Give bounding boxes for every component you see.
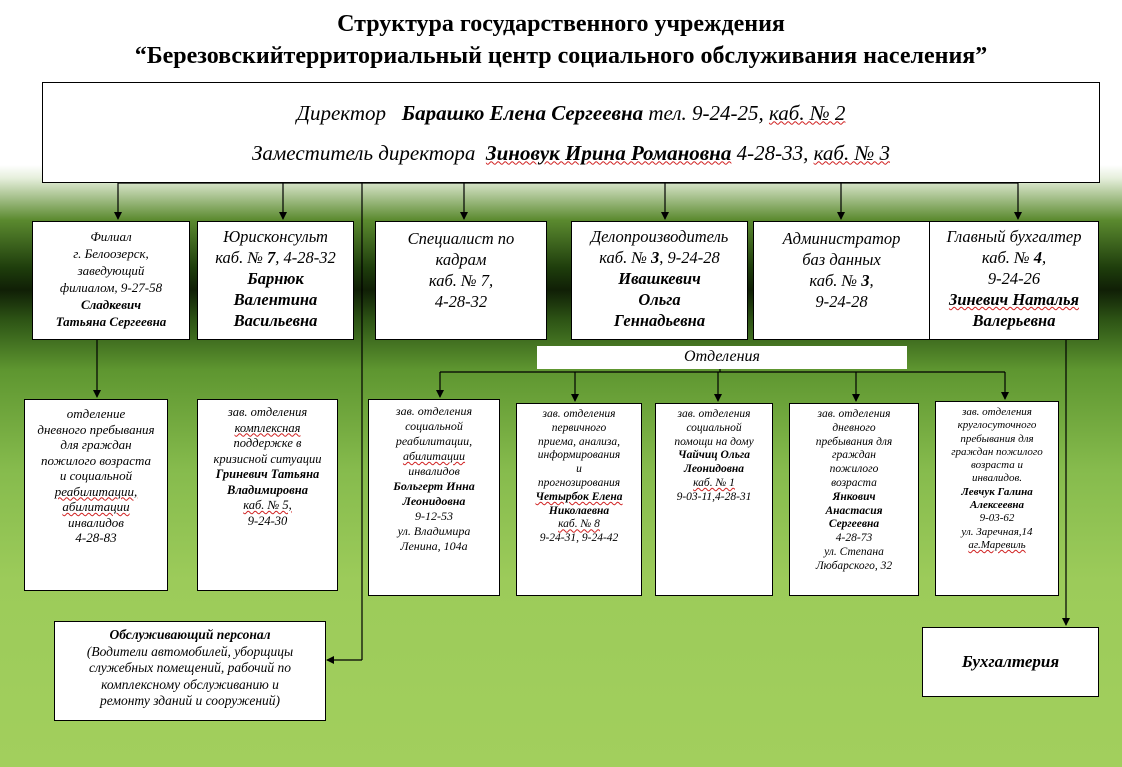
deputy-role: Заместитель директора: [252, 140, 476, 165]
accounting-box: [922, 627, 1099, 697]
director-phone: тел. 9-24-25,: [648, 100, 764, 125]
chart-subtitle: “Березовскийтерриториальный центр социального обслуживания населения”: [134, 43, 988, 69]
service-staff-box: Обслуживающий персонал (Водители автомобилей, уборщицы служебных помещений, рабочий по комплексному обслуживанию и ремонту зданий и сооружений): [54, 621, 326, 721]
chief-accountant-name-2: Валерьевна: [972, 311, 1056, 330]
db-admin-line-1: Администратор: [782, 229, 901, 248]
director-role: Директор: [296, 100, 386, 125]
dept-1-box: отделение дневного пребывания для граждан пожилого возраста и социальной реабилитации, абилитации инвалидов 4-28-83: [24, 399, 168, 591]
deputy-phone: 4-28-33,: [736, 140, 809, 165]
lawyer-box: [197, 221, 354, 340]
db-admin-phone: 9-24-28: [815, 292, 868, 311]
chart-title: Структура государственного учреждения: [337, 11, 785, 37]
accounting-title: Бухгалтерия: [961, 652, 1060, 671]
director-name: Барашко Елена Сергеевна: [401, 100, 644, 125]
service-staff-title: Обслуживающий персонал: [109, 627, 271, 642]
dept-7-box: зав. отделения круглосуточного пребывания для граждан пожилого возраста и инвалидов. Левчук Галина Алексеевна 9-03-62 ул. Заречная,14 аг.Маревиль: [935, 401, 1059, 596]
hr-line-1: Специалист по: [407, 229, 515, 248]
dept-3-box: зав. отделения социальной реабилитации, абилитации инвалидов Больгерт Инна Леонидовна 9-12-53 ул. Владимира Ленина, 104а: [368, 399, 500, 596]
db-admin-office: каб. № 3,: [809, 271, 874, 290]
lawyer-office: каб. № 7, 4-28-32: [215, 248, 336, 267]
deputy-name: Зиновук Ирина Романовна: [485, 140, 732, 165]
director-box: [42, 82, 1100, 183]
director-office: каб. № 2: [768, 100, 846, 125]
deputy-office: каб. № 3: [813, 140, 890, 165]
filial-name-2: Татьяна Сергеевна: [55, 314, 167, 329]
hr-line-2: кадрам: [435, 250, 487, 269]
departments-label: Отделения: [537, 346, 907, 369]
dept-2-box: зав. отделения комплексная поддержке в кризисной ситуации Гриневич Татьяна Владимировна каб. № 5, 9-24-30: [197, 399, 338, 591]
filial-line-2: г. Белоозерск,: [73, 246, 149, 261]
clerk-box: [571, 221, 748, 340]
lawyer-name-1: Барнюк: [247, 269, 304, 288]
db-admin-line-2: баз данных: [802, 250, 881, 269]
filial-box: [32, 221, 190, 340]
chief-accountant-office: каб. № 4,: [981, 248, 1047, 267]
lawyer-name-2: Валентина: [233, 290, 318, 309]
deputy-line: [43, 140, 1099, 166]
lawyer-title: Юрисконсульт: [223, 227, 328, 246]
chief-accountant-box: [929, 221, 1099, 340]
clerk-name-2: Ольга: [638, 290, 681, 309]
hr-box: [375, 221, 547, 340]
hr-line-3: каб. № 7,: [428, 271, 494, 290]
director-line: [43, 100, 1099, 126]
clerk-name-3: Геннадьевна: [613, 311, 706, 330]
chief-accountant-title: Главный бухгалтер: [946, 227, 1082, 246]
filial-name-1: Сладкевич: [80, 297, 142, 312]
chief-accountant-phone: 9-24-26: [987, 269, 1041, 288]
dept-6-box: зав. отделения дневного пребывания для граждан пожилого возраста Янкович Анастасия Сергеевна 4-28-73 ул. Степана Любарского, 32: [789, 403, 919, 596]
db-admin-box: [753, 221, 930, 340]
clerk-title: Делопроизводитель: [590, 227, 729, 246]
filial-line-4: филиалом, 9-27-58: [59, 280, 163, 295]
clerk-name-1: Ивашкевич: [618, 269, 701, 288]
hr-line-4: 4-28-32: [434, 292, 488, 311]
filial-line-1: Филиал: [90, 229, 132, 244]
chief-accountant-name-1: Зиневич Наталья: [948, 290, 1080, 309]
dept-4-box: зав. отделения первичного приема, анализа, информирования и прогнозирования Четырбок Елена Николаевна каб. № 8 9-24-31, 9-24-42: [516, 403, 642, 596]
lawyer-name-3: Васильевна: [233, 311, 318, 330]
dept-5-box: зав. отделения социальной помощи на дому Чайчиц Ольга Леонидовна каб. № 1 9-03-11,4-28-31: [655, 403, 773, 596]
clerk-office: каб. № 3, 9-24-28: [599, 248, 720, 267]
filial-line-3: заведующий: [77, 263, 145, 278]
